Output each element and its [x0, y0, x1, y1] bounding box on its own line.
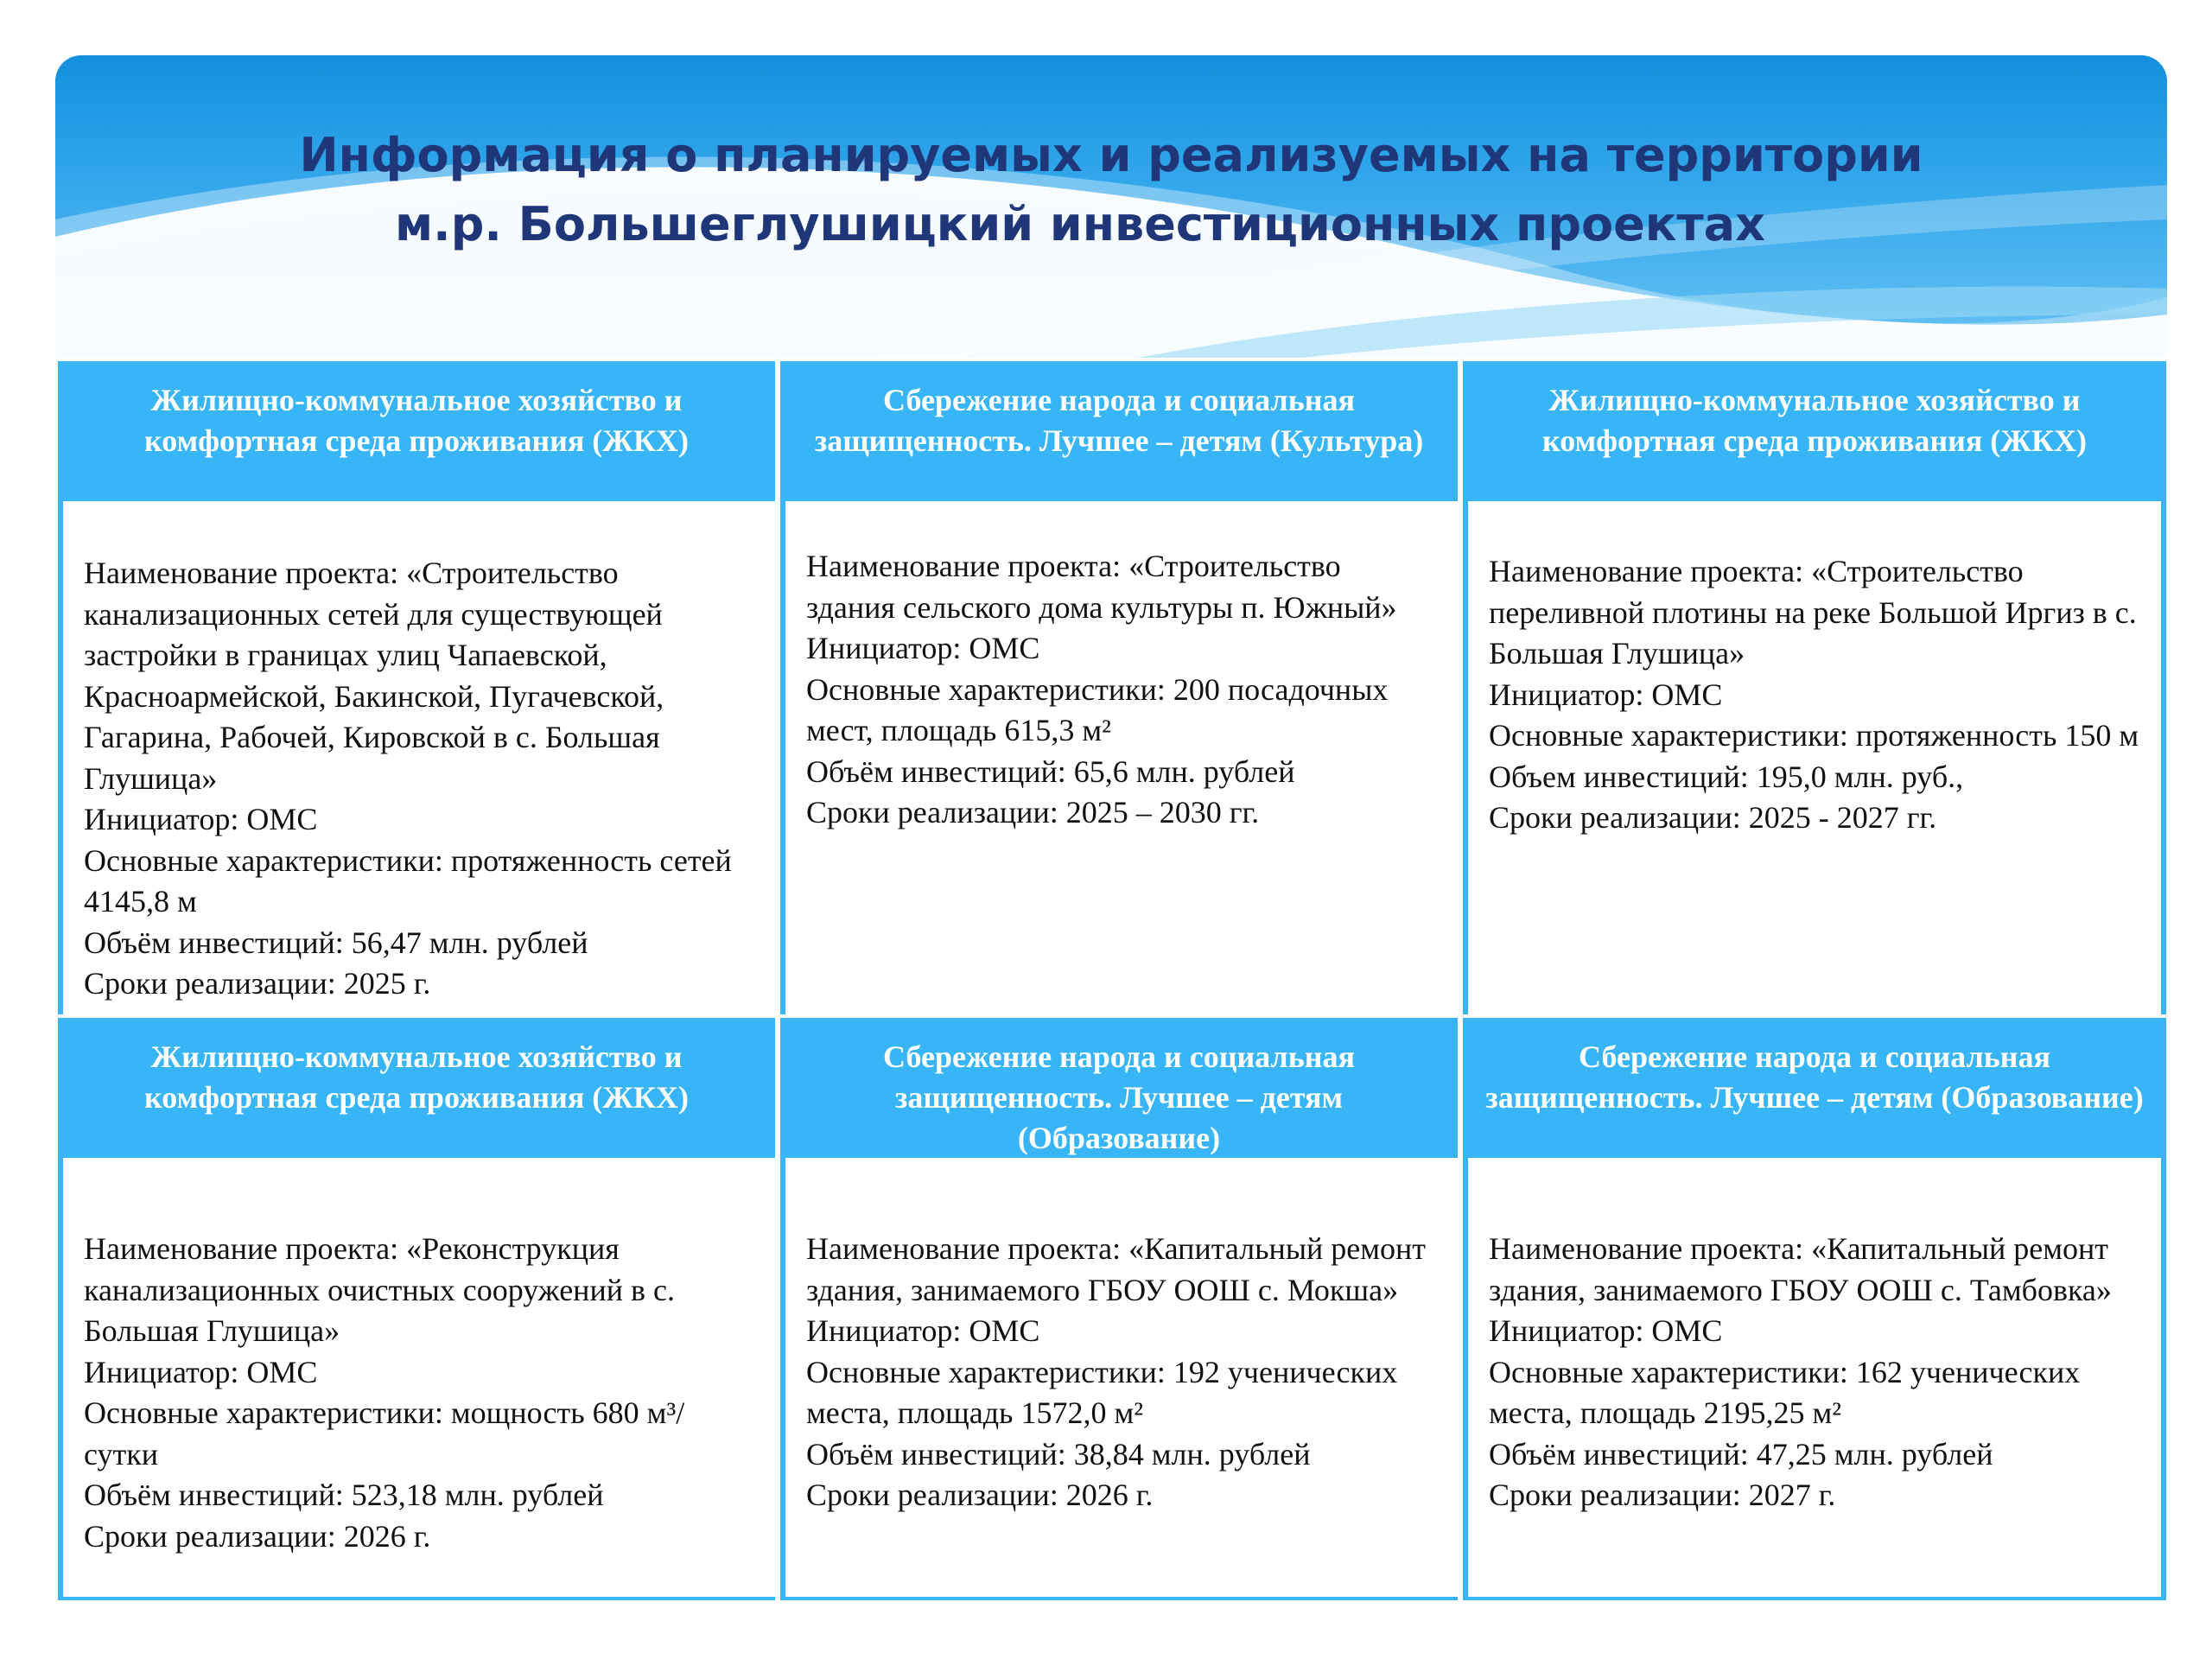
project-name: Наименование проекта: «Капитальный ремонт здания, занимаемого ГБОУ ООШ с. Тамбовка» — [1489, 1231, 2112, 1307]
project-investment: Объём инвестиций: 56,47 млн. рублей — [84, 925, 588, 960]
category-header: Сбережение народа и социальная защищенность. Лучшее – детям (Культура) — [780, 358, 1458, 501]
project-investment: Объём инвестиций: 523,18 млн. рублей — [84, 1478, 604, 1512]
project-initiator: Инициатор: ОМС — [84, 1354, 318, 1389]
project-term: Сроки реализации: 2025 г. — [84, 966, 431, 1001]
project-term: Сроки реализации: 2026 г. — [84, 1518, 431, 1554]
project-investment: Объём инвестиций: 38,84 млн. рублей — [806, 1436, 1311, 1471]
project-investment: Объём инвестиций: 47,25 млн. рублей — [1489, 1436, 1993, 1471]
category-header: Жилищно-коммунальное хозяйство и комфортная среда проживания (ЖКХ) — [58, 1014, 775, 1158]
project-card — [58, 1158, 775, 1600]
project-term: Сроки реализации: 2025 - 2027 гг. — [1489, 800, 1937, 835]
project-characteristics: Основные характеристики: 192 ученических места, площадь 1572,0 м² — [806, 1354, 1398, 1430]
project-initiator: Инициатор: ОМС — [84, 802, 318, 836]
project-name: Наименование проекта: «Строительство канализационных сетей для существующей застройки в границах улиц Чапаевской, Красноармейской, Бакинской, Пугачевской, Гагарина, Рабочей, Кировской в с. Большая Глушица» — [84, 556, 664, 796]
title-line-1: Информация о планируемых и реализуемых на территории — [299, 128, 1923, 182]
project-characteristics: Основные характеристики: мощность 680 м³/сутки — [84, 1395, 685, 1471]
category-header: Сбережение народа и социальная защищенность. Лучшее – детям (Образование) — [1463, 1014, 2166, 1158]
project-term: Сроки реализации: 2027 г. — [1489, 1478, 1836, 1512]
project-characteristics: Основные характеристики: протяженность 150 м — [1489, 718, 2139, 753]
category-header: Сбережение народа и социальная защищенность. Лучшее – детям (Образование) — [780, 1014, 1458, 1158]
project-card — [780, 501, 1458, 1014]
project-term: Сроки реализации: 2026 г. — [806, 1478, 1154, 1512]
category-header: Жилищно-коммунальное хозяйство и комфортная среда проживания (ЖКХ) — [58, 358, 775, 501]
project-initiator: Инициатор: ОМС — [1489, 677, 1723, 712]
project-name: Наименование проекта: «Строительство переливной плотины на реке Большой Иргиз в с. Большая Глушица» — [1489, 554, 2137, 671]
page-title — [55, 121, 2167, 259]
project-characteristics: Основные характеристики: протяженность сетей 4145,8 м — [84, 842, 732, 918]
project-name: Наименование проекта: «Реконструкция канализационных очистных сооружений в с. Большая Глушица» — [84, 1231, 675, 1348]
project-term: Сроки реализации: 2025 – 2030 гг. — [806, 795, 1260, 830]
projects-table — [58, 358, 2166, 1600]
project-characteristics: Основные характеристики: 200 посадочных мест, площадь 615,3 м² — [806, 671, 1389, 747]
project-card — [58, 501, 775, 1014]
project-card — [1463, 1158, 2166, 1600]
project-characteristics: Основные характеристики: 162 ученических места, площадь 2195,25 м² — [1489, 1354, 2081, 1430]
project-investment: Объём инвестиций: 65,6 млн. рублей — [806, 753, 1295, 789]
project-name: Наименование проекта: «Капитальный ремонт здания, занимаемого ГБОУ ООШ с. Мокша» — [806, 1231, 1427, 1307]
category-header: Жилищно-коммунальное хозяйство и комфортная среда проживания (ЖКХ) — [1463, 358, 2166, 501]
project-name: Наименование проекта: «Строительство здания сельского дома культуры п. Южный» — [806, 549, 1397, 625]
project-investment: Объем инвестиций: 195,0 млн. руб., — [1489, 759, 1964, 794]
project-card — [1463, 501, 2166, 1014]
project-initiator: Инициатор: ОМС — [806, 631, 1040, 665]
project-card — [780, 1158, 1458, 1600]
title-line-2: м.р. Большеглушицкий инвестиционных проектах — [395, 197, 1765, 251]
project-initiator: Инициатор: ОМС — [806, 1313, 1040, 1348]
project-initiator: Инициатор: ОМС — [1489, 1313, 1723, 1348]
